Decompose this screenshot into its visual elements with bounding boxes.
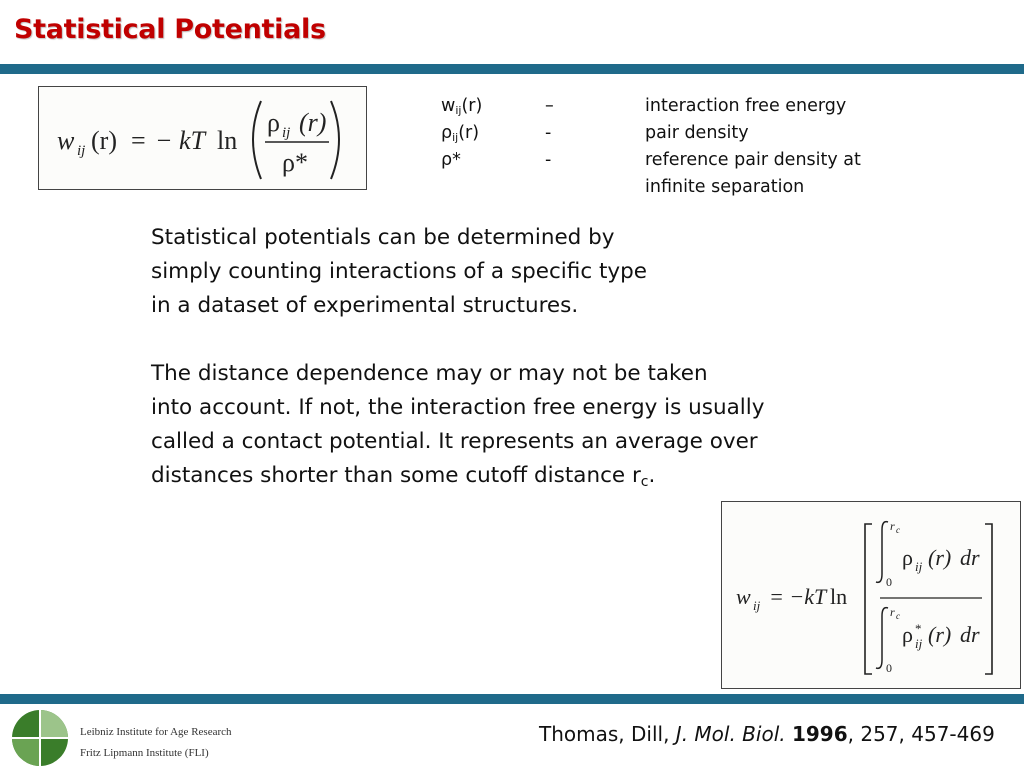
equation-1-box: [38, 86, 367, 190]
eq2-den-rho: ρ: [902, 622, 913, 647]
eq2-den-sup: *: [915, 621, 922, 636]
paragraph-line: into account. If not, the interaction free energy is usually: [151, 395, 765, 420]
institute-name: [80, 722, 232, 764]
eq1-num-rho: ρ: [267, 108, 280, 137]
eq2-upper-sub: c: [896, 611, 900, 621]
eq1-ln: ln: [217, 126, 238, 155]
legend-description: pair density: [645, 123, 749, 143]
eq2-den-r: (r): [928, 622, 952, 647]
citation-journal: J. Mol. Biol.: [675, 722, 786, 746]
eq1-num-r: (r): [299, 108, 327, 137]
eq2-num-sub: ij: [915, 559, 923, 574]
eq1-left-paren: [253, 101, 261, 179]
citation-year: 1996: [791, 722, 848, 746]
eq2-num-dr: dr: [960, 545, 980, 570]
legend-description: infinite separation: [645, 177, 805, 197]
eq1-right-paren: [331, 101, 339, 179]
eq2-lower-limit: 0: [886, 661, 892, 675]
bottom-divider-bar: [0, 694, 1024, 704]
eq2-den-dr: dr: [960, 622, 980, 647]
eq1-lhs-r: (r): [91, 126, 117, 155]
eq1-equals: =: [131, 126, 146, 155]
eq2-lower-limit: 0: [886, 575, 892, 589]
legend-description: interaction free energy: [645, 96, 847, 116]
legend-description: reference pair density at: [645, 150, 861, 170]
eq2-num-rho: ρ: [902, 545, 913, 570]
eq2-upper-sub: c: [896, 525, 900, 535]
legend-symbol: $w_{ij}(r)$: [441, 96, 483, 117]
citation: [539, 722, 995, 746]
legend-dash: –: [545, 96, 554, 116]
equation-2-box: [721, 501, 1021, 689]
citation-authors: Thomas, Dill,: [539, 722, 676, 746]
legend-dash: -: [545, 123, 552, 143]
eq2-left-bracket: [865, 524, 872, 674]
slide-title: Statistical Potentials: [14, 14, 326, 45]
paragraph-line: distances shorter than some cutoff distance $r_c$.: [151, 463, 656, 490]
eq1-lhs-w: w: [57, 126, 75, 155]
eq2-equals-minus-kt: = −kT: [769, 584, 827, 609]
body-text: [151, 221, 764, 499]
eq2-ln: ln: [830, 584, 848, 609]
eq2-lhs-w: w: [736, 584, 751, 609]
eq1-num-sub: ij: [282, 125, 291, 141]
eq2-upper-limit: r: [890, 605, 895, 619]
top-divider-bar: [0, 64, 1024, 74]
paragraph-line: in a dataset of experimental structures.: [151, 293, 579, 318]
paragraph-line: simply counting interactions of a specific type: [151, 259, 648, 284]
paragraph-line: Statistical potentials can be determined by: [151, 225, 615, 250]
institute-line-2: Fritz Lipmann Institute (FLI): [80, 747, 209, 759]
eq2-num-r: (r): [928, 545, 952, 570]
paragraph-line: The distance dependence may or may not be taken: [151, 361, 708, 386]
paragraph-line: called a contact potential. It represents an average over: [151, 429, 758, 454]
eq1-denominator: ρ*: [282, 148, 308, 177]
eq2-den-sub: ij: [915, 636, 923, 651]
legend-symbol: $\rho_{ij}(r)$: [441, 123, 480, 144]
eq1-minus-kt: − kT: [155, 126, 206, 155]
citation-rest: , 257, 457-469: [847, 722, 995, 746]
eq2-upper-limit: r: [890, 519, 895, 533]
eq1-lhs-sub: ij: [77, 143, 86, 159]
institute-line-1: Leibniz Institute for Age Research: [80, 726, 232, 738]
fli-logo-icon: [10, 708, 74, 768]
eq2-right-bracket: [985, 524, 992, 674]
legend-symbol: ρ*: [441, 150, 461, 170]
eq2-integral-icon: [876, 522, 888, 583]
legend-dash: -: [545, 150, 552, 170]
eq2-integral-icon: [876, 608, 888, 669]
eq2-lhs-sub: ij: [753, 598, 761, 613]
